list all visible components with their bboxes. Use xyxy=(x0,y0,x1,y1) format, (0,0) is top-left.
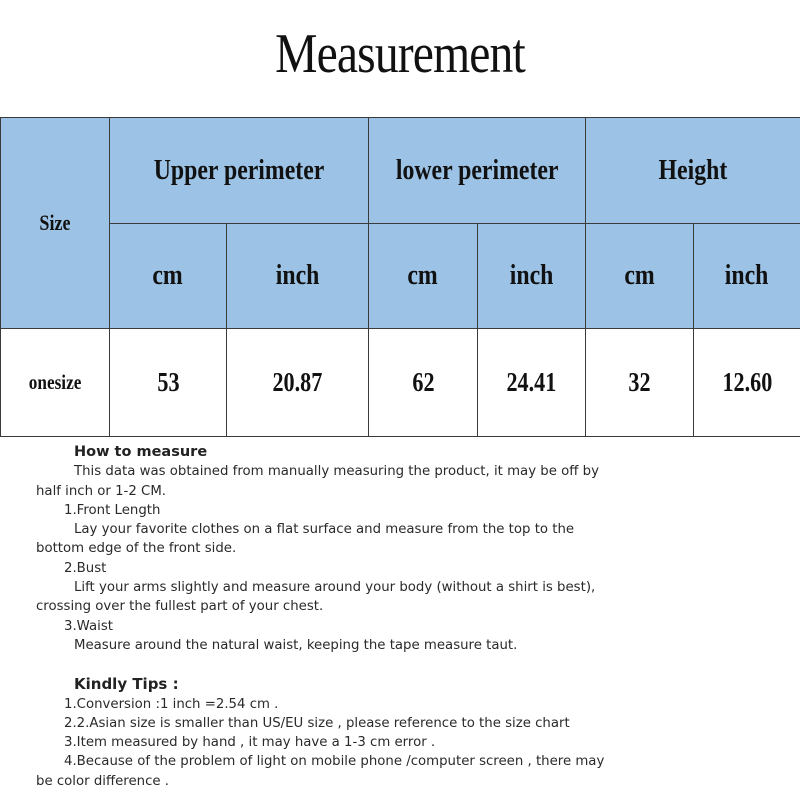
measure-item-text: Lift your arms slightly and measure around your body (without a shirt is best), xyxy=(74,580,596,596)
table-cell: 24.41 xyxy=(478,329,586,437)
intro-text: half inch or 1-2 CM. xyxy=(36,483,167,499)
lower-perimeter-header: lower perimeter xyxy=(369,118,586,224)
kindly-tips-heading: Kindly Tips : xyxy=(74,675,179,694)
tip-line: 4.Because of the problem of light on mobile phone /computer screen , there may xyxy=(64,754,605,770)
tip-line: 2.2.Asian size is smaller than US/EU size , please reference to the size chart xyxy=(64,715,570,731)
how-to-measure-heading: How to measure xyxy=(74,444,208,460)
tip-line: be color difference . xyxy=(36,773,170,789)
measure-item-title: 3.Waist xyxy=(64,618,113,634)
unit-header: inch xyxy=(478,223,586,329)
unit-header: inch xyxy=(694,223,800,329)
row-label: onesize xyxy=(1,329,110,437)
measure-item-text: Lay your favorite clothes on a flat surface and measure from the top to the xyxy=(74,522,575,538)
unit-header: inch xyxy=(227,223,369,329)
height-header: Height xyxy=(586,118,800,224)
table-cell: 12.60 xyxy=(694,329,800,437)
measure-item-title: 2.Bust xyxy=(64,560,107,576)
intro-text: This data was obtained from manually measuring the product, it may be off by xyxy=(74,464,599,480)
table-row xyxy=(1,329,800,437)
page-title: Measurement xyxy=(275,23,525,85)
unit-header: cm xyxy=(110,223,227,329)
tip-line: 3.Item measured by hand , it may have a 1-3 cm error . xyxy=(64,735,436,751)
measure-item-title: 1.Front Length xyxy=(64,502,161,518)
table-cell: 32 xyxy=(586,329,694,437)
measure-item-text: Measure around the natural waist, keeping the tape measure taut. xyxy=(74,637,518,653)
measure-item-text: crossing over the fullest part of your chest. xyxy=(36,599,324,615)
table-cell: 62 xyxy=(369,329,478,437)
unit-header: cm xyxy=(369,223,478,329)
upper-perimeter-header: Upper perimeter xyxy=(110,118,369,224)
table-cell: 53 xyxy=(110,329,227,437)
size-header: Size xyxy=(1,118,110,329)
measure-item-text: bottom edge of the front side. xyxy=(36,541,237,557)
table-cell: 20.87 xyxy=(227,329,369,437)
tip-line: 1.Conversion :1 inch =2.54 cm . xyxy=(64,696,279,712)
unit-header: cm xyxy=(586,223,694,329)
size-table xyxy=(0,117,800,437)
measurement-notes xyxy=(36,443,776,791)
